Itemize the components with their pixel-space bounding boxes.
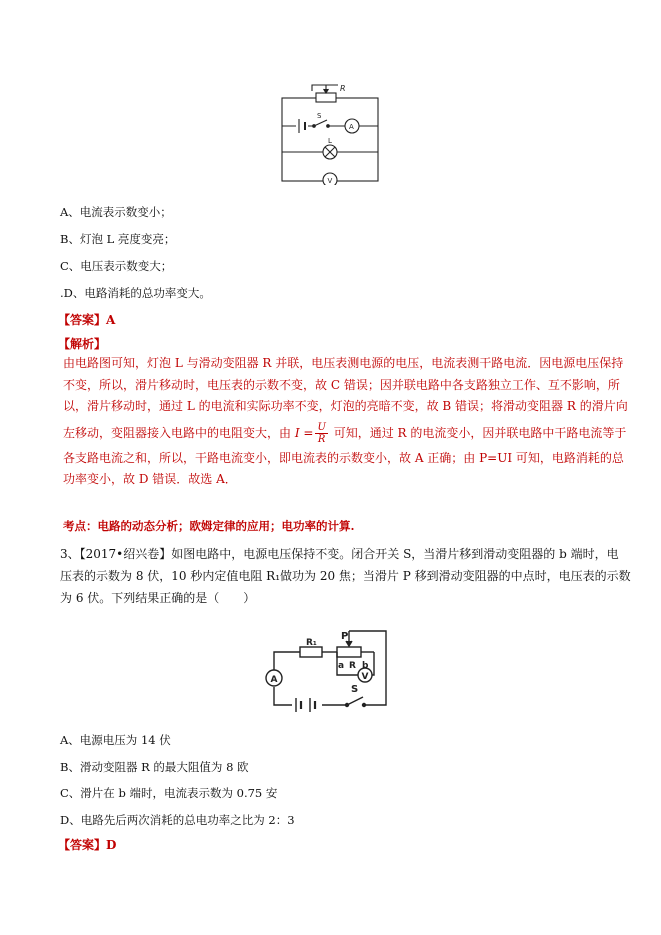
- q2-analysis-line-4: [63, 418, 627, 448]
- circuit2-label-V: V: [361, 672, 369, 682]
- formula-fraction: [315, 422, 327, 445]
- q3-option-d: D、电路先后两次消耗的总电功率之比为 2：3: [60, 813, 295, 827]
- circuit2-label-a: a: [338, 661, 345, 671]
- formula-denominator: R: [317, 433, 326, 445]
- q2-analysis-line-5: 各支路电流之和，所以，干路电流变小，即电流表的示数变小，故 A 正确；由 P=UI 可知，电路消耗的总: [63, 450, 624, 465]
- q3-stem-line-3: 为 6 伏。下列结果正确的是（ ）: [60, 591, 256, 605]
- q3-option-b: B、滑动变阻器 R 的最大阻值为 8 欧: [60, 760, 249, 774]
- q2-analysis-line-1: 由电路图可知，灯泡 L 与滑动变阻器 R 并联，电压表测电源的电压，电流表测干路电流．因电源电压保持: [63, 356, 624, 370]
- q2-option-b: B、灯泡 L 亮度变亮；: [60, 232, 176, 246]
- q2-analysis: [63, 353, 628, 491]
- q2-answer-value: A: [106, 313, 116, 327]
- circuit-diagram-1: [278, 80, 383, 185]
- q3-stem-line-2: 压表的示数为 8 伏，10 秒内定值电阻 R₁做功为 20 焦；当滑片 P 移到滑动变阻器的中点时，电压表的示数: [60, 569, 631, 583]
- circuit1-rheostat: [316, 93, 336, 102]
- circuit1-label-R: R: [340, 84, 346, 93]
- circuit2-label-S: S: [351, 684, 359, 695]
- circuit2-label-P: P: [341, 631, 349, 642]
- circuit-diagram-2: [262, 625, 397, 717]
- q3-option-a: A、电源电压为 14 伏: [60, 733, 171, 747]
- circuit2-label-b: b: [362, 661, 369, 671]
- q2-knowledge-points: 考点：电路的动态分析；欧姆定律的应用；电功率的计算.: [63, 519, 355, 533]
- q2-option-a: A、电流表示数变小；: [60, 205, 172, 219]
- q3-stem: [60, 543, 631, 609]
- q2-analysis-line-3: 以，滑片移动时，通过 L 的电流和实际功率不变，灯泡的亮暗不变，故 B 错误；将滑动变阻器 R 的滑片向: [63, 399, 628, 413]
- q2-option-d: .D、电路消耗的总功率变大。: [60, 286, 211, 300]
- circuit2-rheostat: [337, 647, 361, 657]
- q2-analysis-line-2: 不变，所以，滑片移动时，电压表的示数不变，故 C 错误；因并联电路中各支路独立工作、互不影响，所: [63, 377, 620, 392]
- q3-stem-line-1: 3、【2017•绍兴卷】如图电路中，电源电压保持不变。闭合开关 S，当滑片移到滑动变阻器的 b 端时，电: [60, 547, 619, 561]
- q2-analysis-line-4-post: 可知，通过 R 的电流变小，因并联电路中干路电流等于: [333, 425, 627, 440]
- q2-answer: [58, 311, 115, 328]
- q2-analysis-line-4-pre: 左移动，变阻器接入电路中的电阻变大，由: [63, 425, 292, 440]
- q2-analysis-label: 【解析】: [58, 337, 107, 351]
- circuit1-label-S: S: [317, 112, 322, 120]
- circuit1-label-A: A: [349, 123, 354, 131]
- q2-option-c: C、电压表示数变大；: [60, 259, 173, 273]
- q2-analysis-line-6: 功率变小，故 D 错误．故选 A．: [63, 472, 237, 486]
- circuit1-label-L: L: [328, 137, 332, 145]
- circuit2-label-R1: R₁: [306, 638, 317, 648]
- circuit1-label-V: V: [327, 177, 333, 185]
- q3-option-c: C、滑片在 b 端时，电流表示数为 0.75 安: [60, 786, 278, 800]
- q3-answer-value: D: [106, 838, 117, 852]
- q2-answer-label: 【答案】: [58, 313, 107, 327]
- circuit2-resistor-R1: [300, 647, 322, 657]
- circuit2-label-A: A: [270, 675, 278, 685]
- q3-answer: [58, 836, 116, 853]
- circuit2-label-R: R: [349, 661, 356, 671]
- formula-lhs: I =: [294, 425, 314, 440]
- q3-answer-label: 【答案】: [58, 838, 107, 852]
- formula-numerator: U: [317, 421, 326, 433]
